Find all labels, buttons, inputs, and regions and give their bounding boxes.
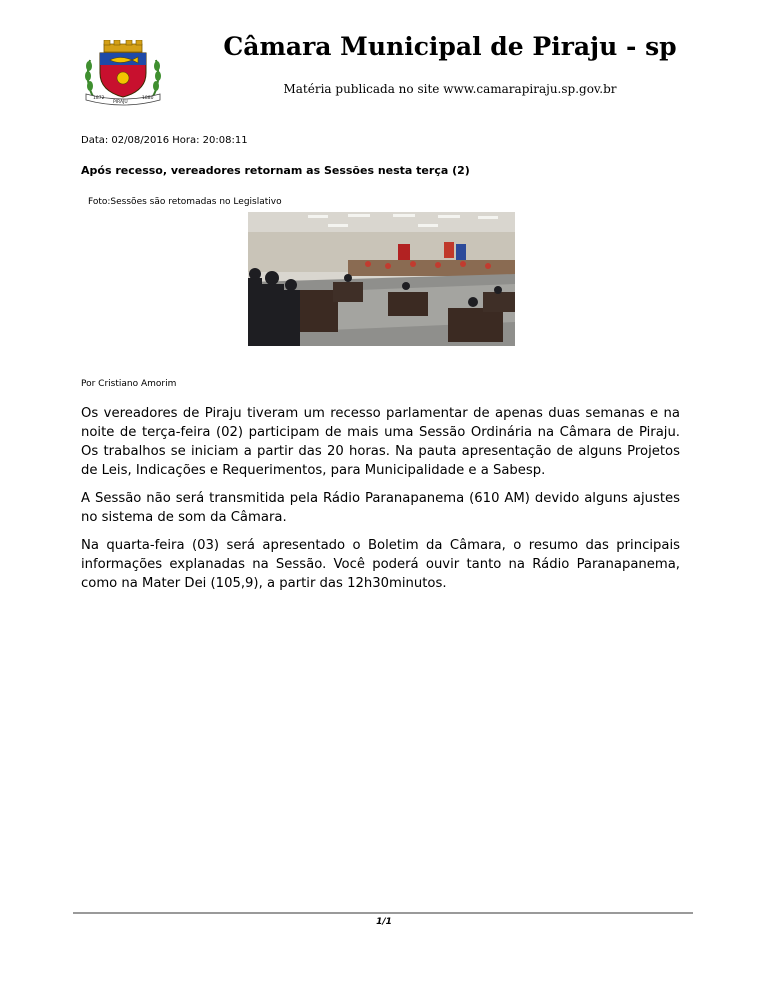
article-author: Por Cristiano Amorim [81,379,177,389]
publish-date-time: Data: 02/08/2016 Hora: 20:08:11 [81,135,248,146]
page-title: Câmara Municipal de Piraju - sp [223,32,677,61]
page-number: 1/1 [376,917,392,927]
crest-year-left: 1872 [93,96,105,101]
article-body [81,404,680,602]
coat-of-arms-logo [80,40,166,106]
article-paragraph: Os vereadores de Piraju tiveram um recesso parlamentar de apenas duas semanas e na noite de terça-feira (02) participam de mais uma Sessão Ordinária na Câmara de Piraju. Os trabalhos se iniciam a partir das 20 horas. Na pauta apresentação de alguns Projetos de Leis, Indicações e Requerimentos, para Municipalidade e a Sabesp. [81,406,680,478]
article-paragraph: A Sessão não será transmitida pela Rádio Paranapanema (610 AM) devido alguns ajustes no sistema de som da Câmara. [81,491,680,525]
article-headline: Após recesso, vereadores retornam as Sessões nesta terça (2) [81,164,470,177]
footer-divider [73,912,693,914]
crest-year-right: 1880 [142,96,154,101]
crest-city: PIRAJU [113,100,128,105]
article-photo [248,212,515,346]
article-paragraph: Na quarta-feira (03) será apresentado o Boletim da Câmara, o resumo das principais informações explanadas na Sessão. Você poderá ouvir tanto na Rádio Paranapanema, como na Mater Dei (105,9), a partir das 12h30minutos. [81,538,680,591]
photo-caption: Foto:Sessões são retomadas no Legislativo [88,197,282,207]
publication-source: Matéria publicada no site www.camarapiraju.sp.gov.br [283,82,617,96]
